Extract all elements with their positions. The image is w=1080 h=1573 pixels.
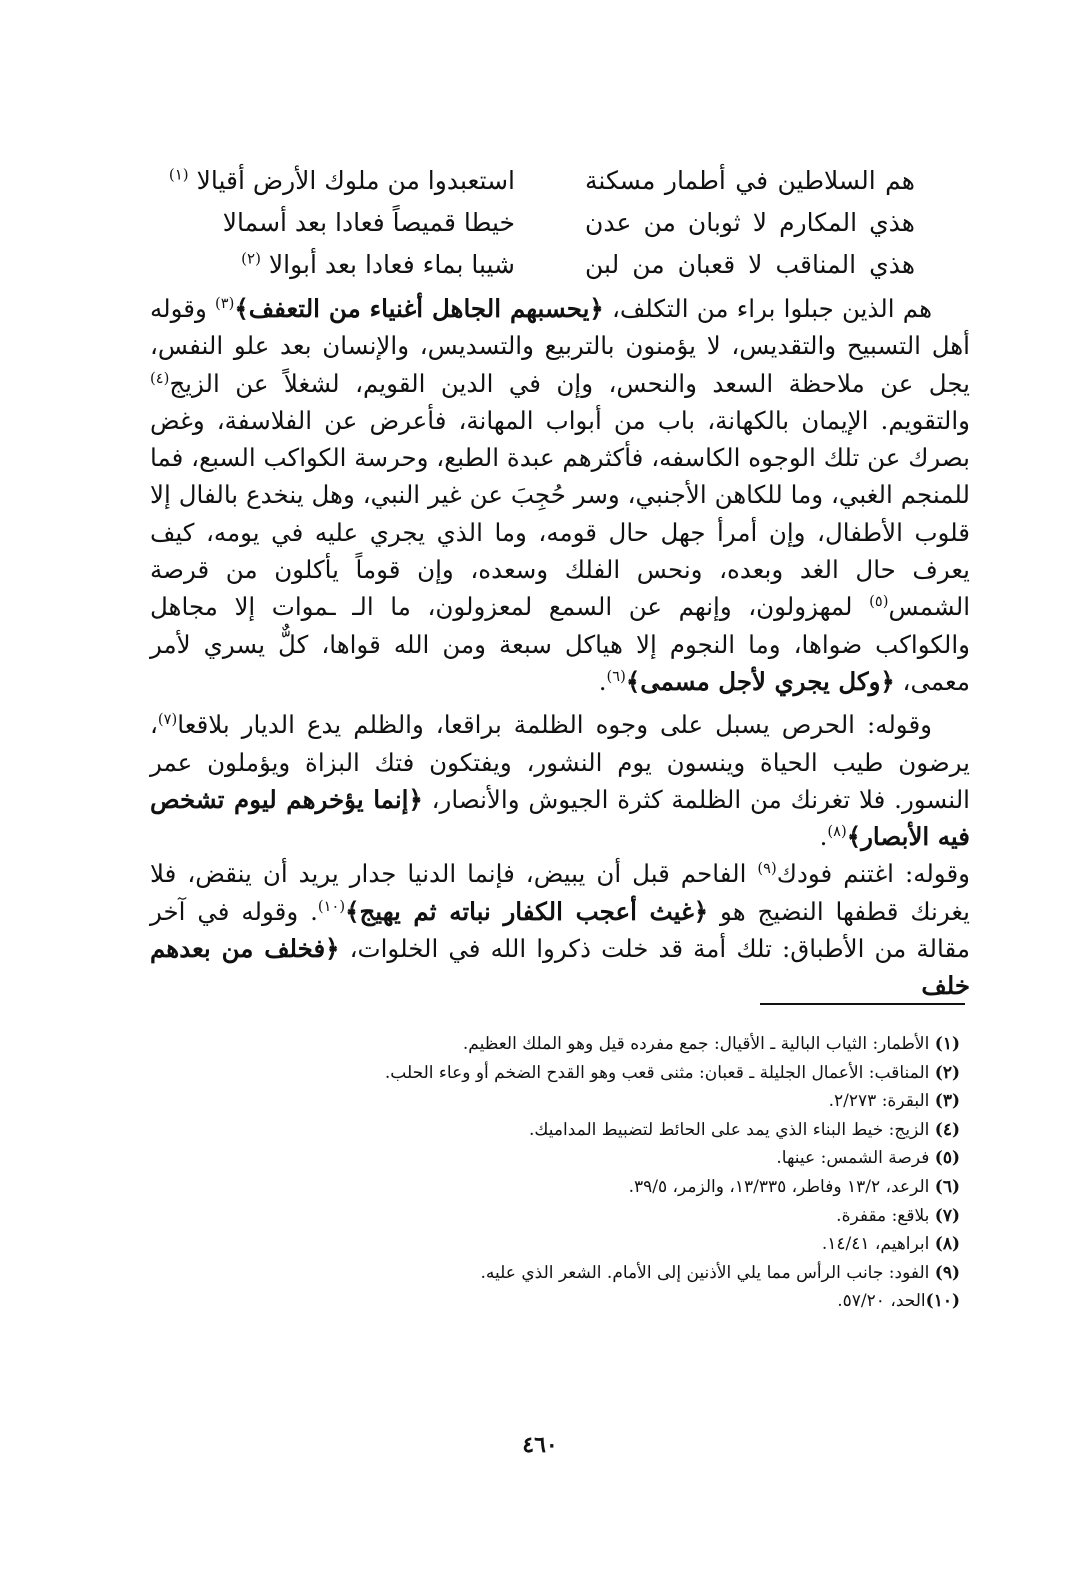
- verse-first-hemistich: هم السلاطين في أطمار مسكنة: [585, 166, 915, 195]
- text-run: لمهزولون، وإنهم عن السمع لمعزولون، ما الـ ـموات إلا مجاهل والكواكب ضواها، وما النجوم إلا هياكل سبعة ومن الله قواها، كلٌّ يسري لأمر معمى،: [150, 592, 970, 696]
- footnote: [150, 1059, 960, 1088]
- footnote-text: البقرة: ٢/٢٧٣.: [828, 1091, 935, 1112]
- footnote-ref: (٦): [606, 667, 626, 685]
- footnote-text: الفود: جانب الرأس مما يلي الأذنين إلى الأمام. الشعر الذي عليه.: [480, 1262, 935, 1283]
- text-run: وقوله: اغتنم فودك: [776, 859, 970, 889]
- footnote: [150, 1173, 960, 1202]
- quran-quote: ﴿فخلف من بعدهم خلف: [150, 934, 970, 1001]
- footnote: [150, 1087, 960, 1116]
- footnote: [150, 1230, 960, 1259]
- footnote-ref: (١): [168, 165, 189, 184]
- text-run: هم الذين جبلوا براء من التكلف،: [603, 294, 932, 323]
- footnote-number: (٢): [934, 1062, 960, 1083]
- footnote-ref: (٣): [215, 294, 235, 312]
- footnote: [150, 1030, 960, 1059]
- footnote-number: (٦): [934, 1176, 960, 1197]
- page-number: ٤٦٠: [522, 1432, 558, 1458]
- footnote: [150, 1144, 960, 1173]
- paragraph: [150, 706, 970, 855]
- footnote-ref: (٩): [757, 860, 777, 878]
- verse-line: [215, 202, 915, 244]
- paragraph: [150, 290, 970, 700]
- verse-second-hemistich: [215, 202, 515, 244]
- footnote-number: (٨): [934, 1234, 960, 1255]
- text-run: . وقوله في آخر مقالة من الأطباق: تلك أمة قد خلت ذكروا الله في الخلوات،: [150, 896, 970, 964]
- main-text: [150, 290, 970, 1005]
- quran-quote: ﴿وكل يجري لأجل مسمى﴾: [625, 666, 895, 696]
- footnote-number: (٧): [934, 1205, 960, 1226]
- verse-first-hemistich: هذي المكارم لا ثوبان من عدن: [585, 208, 915, 237]
- footnotes: [150, 1030, 960, 1316]
- footnote-text: فرصة الشمس: عينها.: [776, 1148, 935, 1169]
- text-run: وقوله أهل التسبيح والتقديس، لا يؤمنون بالتربيع والتسديس، والإنسان بعد علو النفس، يجل عن ملاحظة السعد والنحس، وإن في الدين القويم، لشغلاً عن الزيج: [150, 294, 970, 398]
- verse-line: [168, 160, 915, 202]
- footnote: [150, 1202, 960, 1231]
- verse-second-text: استعبدوا من ملوك الأرض أقيالا: [196, 166, 515, 195]
- footnote-number: (٥): [934, 1148, 960, 1169]
- text-run: والتقويم. الإيمان بالكهانة، باب من أبواب المهانة، فأعرض عن الفلاسفة، وغض بصرك عن تلك الوجوه الكاسفه، فأكثرهم عبدة الطبع، وحرسة الكواكب السبع، فما للمنجم الغبي، وما للكاهن الأجنبي، وسر حُجِبَ عن غير النبي، وهل ينخدع بالفال إلا قلوب الأطفال، وإن أمرأ جهل حال قومه، وما الذي يجري عليه في يومه، كيف يعرف حال الغد وبعده، ونحس الفلك وسعده، وإن قوماً يأكلون من قرصة الشمس: [150, 405, 970, 622]
- verse-second-hemistich: [215, 244, 515, 286]
- footnote-text: ابراهيم، ١٤/٤١.: [821, 1234, 935, 1255]
- footnote-text: الأطمار: الثياب البالية ـ الأقيال: جمع مفرده قيل وهو الملك العظيم.: [462, 1034, 935, 1054]
- poem-block: [168, 160, 915, 286]
- quran-quote: ﴿إنما يؤخرهم ليوم تشخص فيه الأبصار﴾: [150, 784, 970, 852]
- verse-second-hemistich: [168, 160, 515, 202]
- footnote-ref: (١٠): [317, 897, 346, 915]
- text-run: وقوله: الحرص يسبل على وجوه الظلمة براقعا، والظلم يدع الديار بلاقعا: [177, 710, 932, 740]
- text-run: .: [819, 822, 828, 852]
- quran-quote: ﴿غيث أعجب الكفار نباته ثم يهيج﴾: [345, 896, 709, 926]
- footnote-divider: [760, 1003, 965, 1005]
- verse-second-text: خيطا قميصاً فعادا بعد أسمالا: [222, 208, 515, 237]
- footnote-text: الزيج: خيط البناء الذي يمد على الحائط لتضبيط المداميك.: [529, 1119, 935, 1140]
- footnote-ref: (٢): [241, 249, 261, 268]
- footnote-ref: (٨): [827, 823, 847, 840]
- footnote-number: (١٠): [925, 1291, 960, 1312]
- footnote-number: (٤): [934, 1119, 960, 1140]
- verse-second-text: شيبا بماء فعادا بعد أبوالا: [268, 250, 515, 279]
- paragraph: [150, 855, 970, 1004]
- verse-line: [215, 244, 915, 286]
- footnote-number: (١): [934, 1034, 960, 1054]
- verse-first-hemistich: هذي المناقب لا قعبان من لبن: [585, 250, 915, 279]
- footnote: [150, 1116, 960, 1145]
- text-run: الفاحم قبل أن يبيض، فإنما الدنيا جدار يريد أن ينقض، فلا يغرنك قطفها النضيج هو: [150, 859, 970, 926]
- footnote-text: بلاقع: مقفرة.: [836, 1205, 935, 1226]
- text-run: .: [598, 666, 607, 696]
- text-run: ، يرضون طيب الحياة وينسون يوم النشور، ويفتكون فتك البزاة ويؤملون عمر النسور. فلا تغرنك من الظلمة كثرة الجيوش والأنصار،: [150, 710, 970, 814]
- footnote: [150, 1259, 960, 1288]
- footnote-text: الرعد، ١٣/٢ وفاطر، ١٣/٣٣٥، والزمر، ٣٩/٥.: [628, 1176, 935, 1197]
- footnote-ref: (٧): [157, 711, 178, 729]
- footnote-ref: (٥): [869, 593, 889, 611]
- footnote-text: الحد، ٥٧/٢٠.: [837, 1291, 926, 1312]
- quran-quote: ﴿يحسبهم الجاهل أغنياء من التعفف﴾: [234, 294, 604, 323]
- footnote-text: المناقب: الأعمال الجليلة ـ قعبان: مثنى قعب وهو القدح الضخم أو وعاء الحلب.: [384, 1062, 935, 1083]
- footnote-ref: (٤): [150, 369, 170, 387]
- footnote-number: (٣): [934, 1091, 960, 1112]
- footnote-number: (٩): [934, 1262, 960, 1283]
- footnote: [150, 1287, 960, 1316]
